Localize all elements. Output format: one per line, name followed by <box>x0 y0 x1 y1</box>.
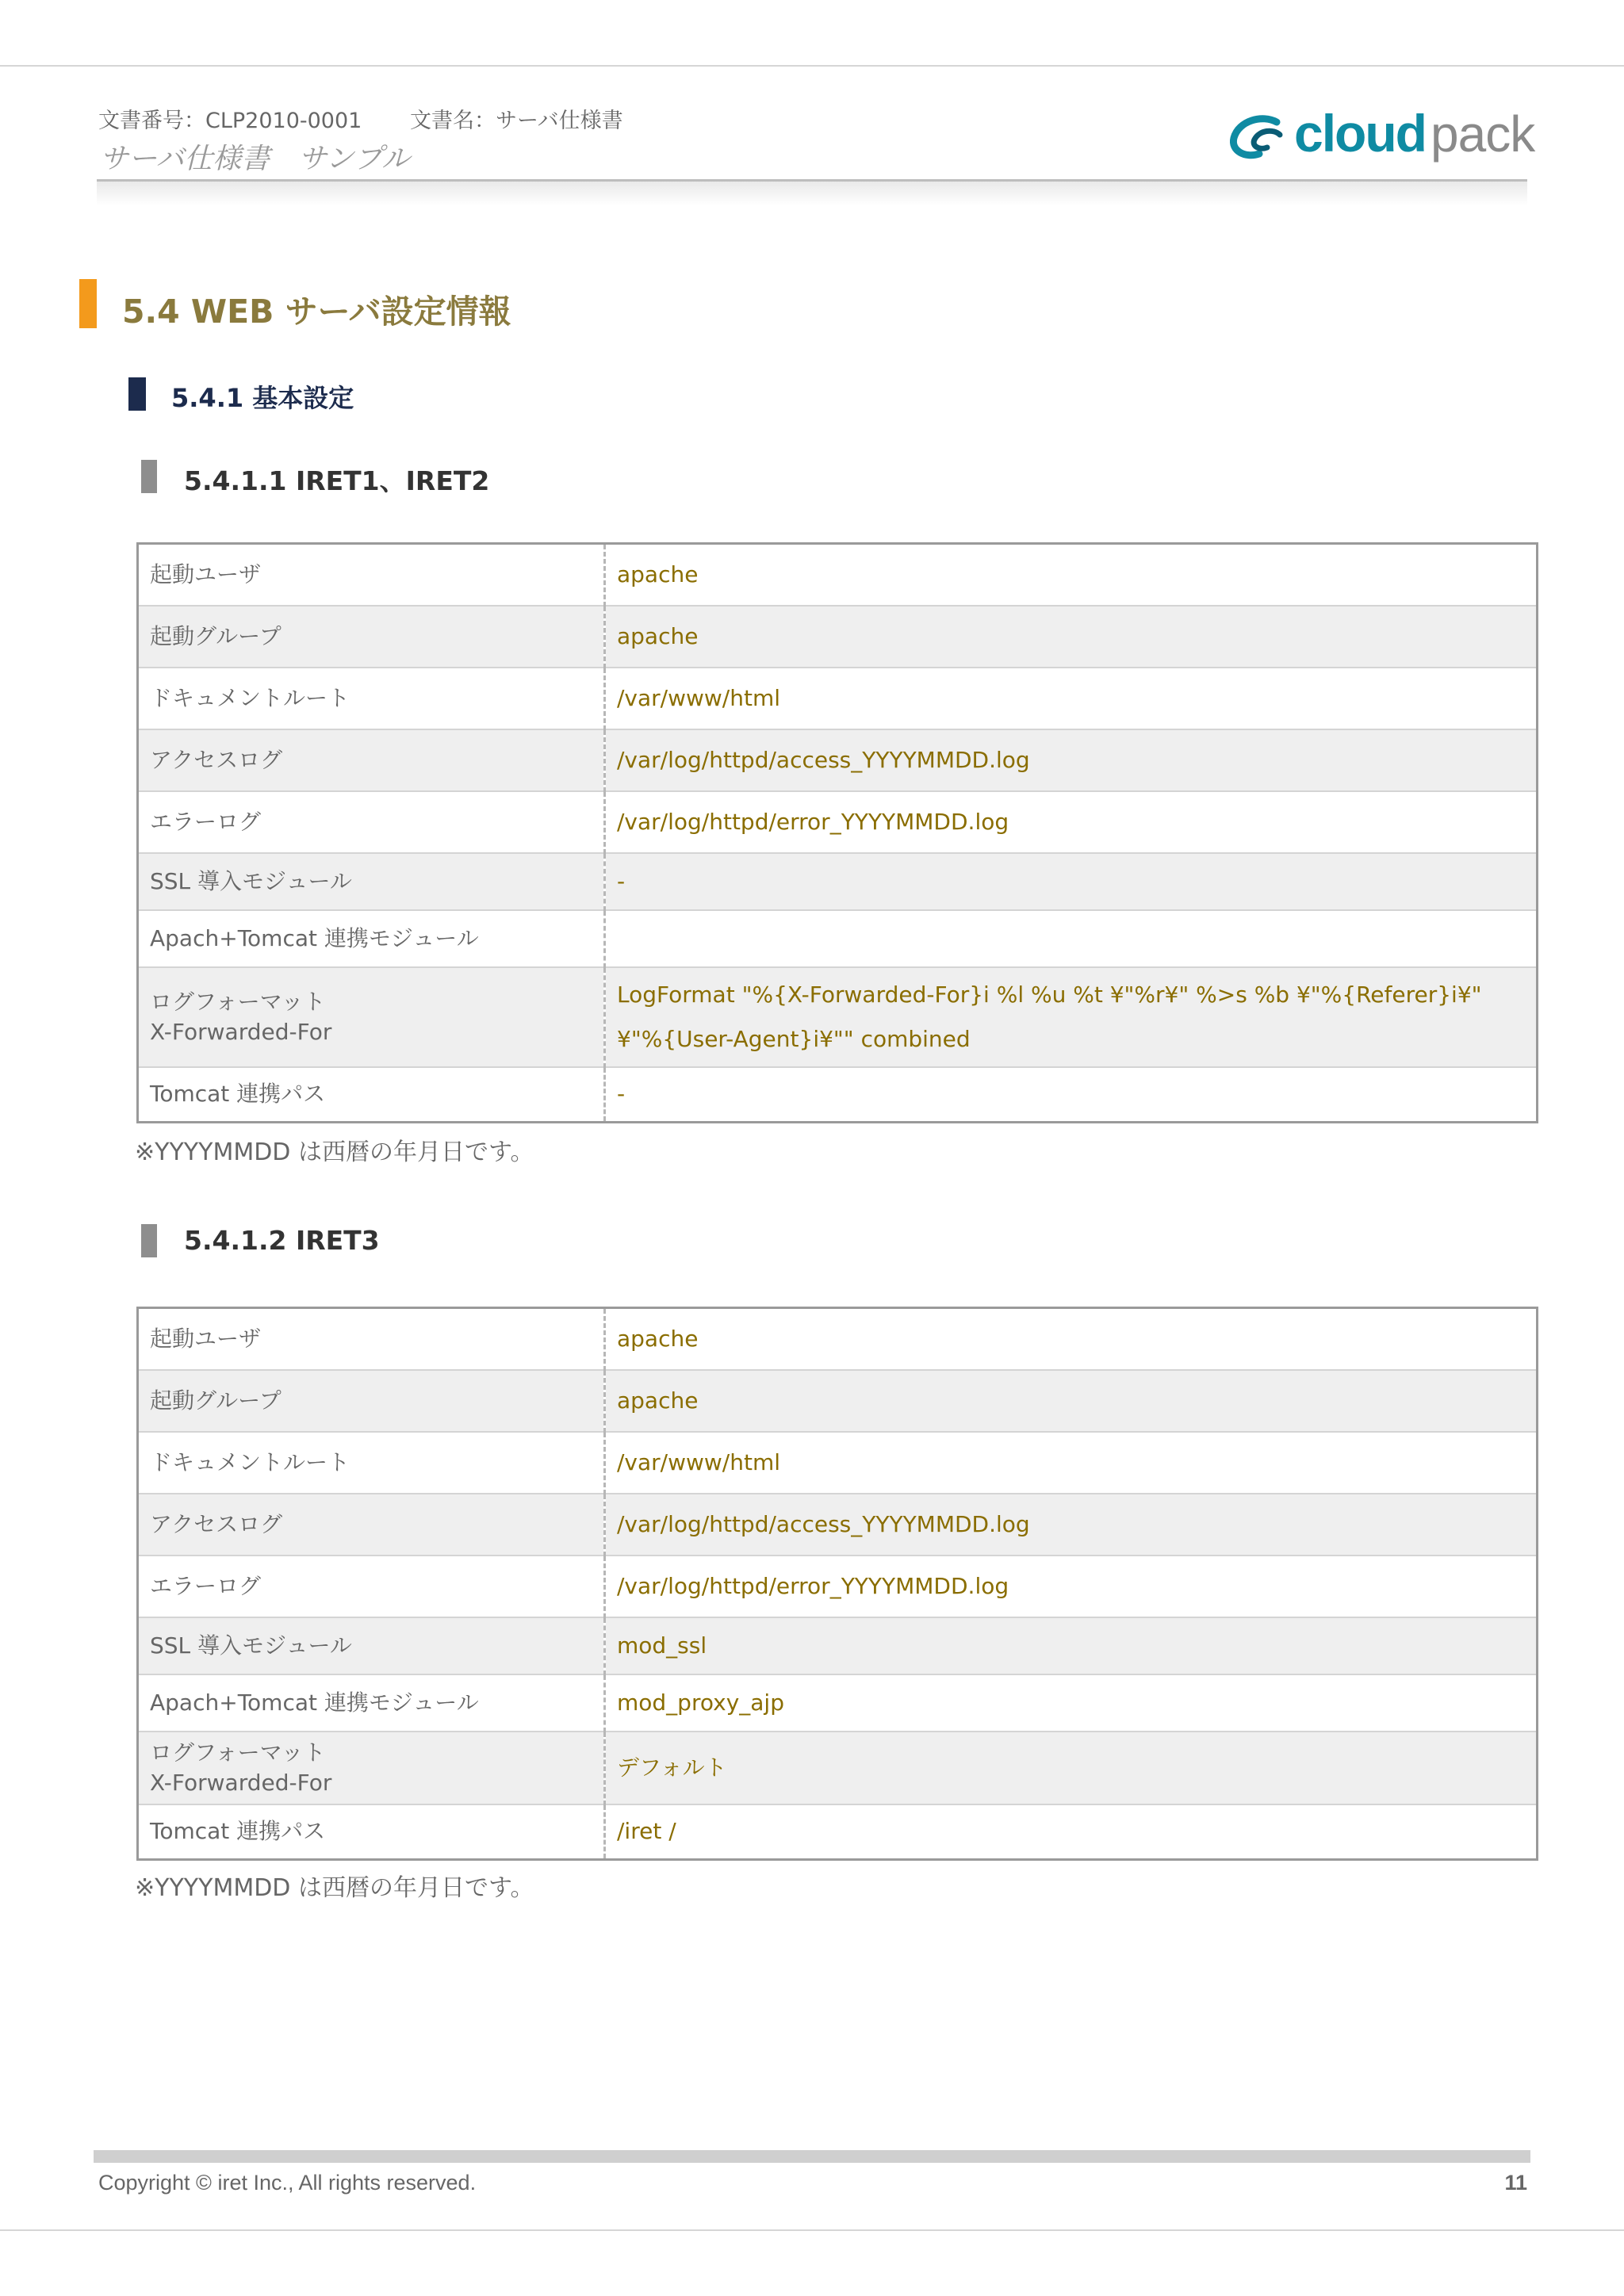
table-row <box>138 1308 1538 1370</box>
iret3-spec-table <box>136 1307 1538 1861</box>
heading-bar <box>79 279 97 328</box>
heading-bar <box>141 460 157 493</box>
table-row <box>138 910 1538 967</box>
table-row <box>138 544 1538 606</box>
heading-bar <box>128 377 146 411</box>
row-value: /var/log/httpd/error_YYYYMMDD.log <box>605 1556 1538 1617</box>
row-value: /var/www/html <box>605 668 1538 729</box>
row-key: Tomcat 連携パス <box>138 1804 605 1860</box>
row-key: Apach+Tomcat 連携モジュール <box>138 910 605 967</box>
row-value: apache <box>605 606 1538 668</box>
row-value: /var/log/httpd/access_YYYYMMDD.log <box>605 729 1538 791</box>
table-row <box>138 853 1538 910</box>
table-row <box>138 1674 1538 1732</box>
table-row <box>138 1732 1538 1804</box>
row-key: ドキュメントルート <box>138 1432 605 1494</box>
row-key: アクセスログ <box>138 1494 605 1556</box>
row-value: mod_ssl <box>605 1617 1538 1674</box>
doc-name: 文書名：サーバ仕様書 <box>409 109 623 133</box>
row-value: /iret / <box>605 1804 1538 1860</box>
row-value <box>605 967 1538 1067</box>
row-key-line1: ログフォーマット <box>150 988 326 1015</box>
row-key: エラーログ <box>138 791 605 853</box>
document-subtitle: サーバ仕様書 サンプル <box>100 143 410 175</box>
table-row <box>138 791 1538 853</box>
table-row <box>138 1494 1538 1556</box>
page-number: 11 <box>1504 2171 1527 2195</box>
row-key: 起動ユーザ <box>138 1308 605 1370</box>
page-top-edge <box>0 65 1624 67</box>
row-value: - <box>605 853 1538 910</box>
row-key: ドキュメントルート <box>138 668 605 729</box>
row-key <box>138 1732 605 1804</box>
table-row <box>138 1432 1538 1494</box>
footer-copyright: Copyright © iret Inc., All rights reserved. <box>98 2171 477 2195</box>
heading-bar <box>141 1224 157 1257</box>
row-key: 起動ユーザ <box>138 544 605 606</box>
row-value: apache <box>617 561 699 587</box>
document-meta <box>98 103 665 134</box>
row-value: apache <box>605 1370 1538 1432</box>
row-value-line2: ¥"%{User-Agent}i¥"" combined <box>617 1025 971 1052</box>
table-row <box>138 1067 1538 1123</box>
iret12-title: 5.4.1.1 IRET1、IRET2 <box>184 465 490 496</box>
row-key: SSL 導入モジュール <box>138 1617 605 1674</box>
footer-bar <box>94 2150 1530 2163</box>
row-value: mod_proxy_ajp <box>605 1674 1538 1732</box>
iret12-note: ※YYYYMMDD は西暦の年月日です。 <box>135 1138 534 1166</box>
row-value: apache <box>617 1325 699 1352</box>
cloud-swirl-icon <box>1228 114 1291 163</box>
iret3-title: 5.4.1.2 IRET3 <box>184 1225 380 1256</box>
row-key: 起動グループ <box>138 606 605 668</box>
cloudpack-logo <box>1228 104 1535 165</box>
row-key <box>138 967 605 1067</box>
iret12-spec-table <box>136 542 1538 1123</box>
row-key: エラーログ <box>138 1556 605 1617</box>
table-row <box>138 1556 1538 1617</box>
row-value-line1: LogFormat "%{X-Forwarded-For}i %l %u %t ¥"%r¥" %>s %b ¥"%{Referer}i¥" <box>617 981 1482 1008</box>
table-row <box>138 668 1538 729</box>
row-key: 起動グループ <box>138 1370 605 1432</box>
row-key: Apach+Tomcat 連携モジュール <box>138 1674 605 1732</box>
row-key-line2: X-Forwarded-For <box>150 1018 332 1045</box>
subsection-title: 5.4.1 基本設定 <box>171 383 354 413</box>
logo-text-pack: pack <box>1431 105 1535 163</box>
row-key: アクセスログ <box>138 729 605 791</box>
logo-text-cloud: cloud <box>1294 104 1426 163</box>
row-key: Tomcat 連携パス <box>138 1067 605 1123</box>
table-row <box>138 967 1538 1067</box>
table-row <box>138 1617 1538 1674</box>
table-row <box>138 729 1538 791</box>
iret3-note: ※YYYYMMDD は西暦の年月日です。 <box>135 1874 534 1902</box>
section-title: 5.4 WEB サーバ設定情報 <box>122 293 511 331</box>
row-key-line1: ログフォーマット <box>150 1739 326 1766</box>
row-value: /var/log/httpd/error_YYYYMMDD.log <box>605 791 1538 853</box>
row-value: /var/log/httpd/access_YYYYMMDD.log <box>605 1494 1538 1556</box>
row-value: /var/www/html <box>605 1432 1538 1494</box>
table-row <box>138 1370 1538 1432</box>
row-value: - <box>605 1067 1538 1123</box>
page-bottom-edge <box>0 2229 1624 2231</box>
header-shadow <box>97 182 1527 205</box>
row-value <box>605 910 1538 967</box>
row-key: SSL 導入モジュール <box>138 853 605 910</box>
table-row <box>138 606 1538 668</box>
doc-number: 文書番号：CLP2010-0001 <box>98 109 362 133</box>
row-value: デフォルト <box>605 1732 1538 1804</box>
row-key-line2: X-Forwarded-For <box>150 1769 332 1796</box>
table-row <box>138 1804 1538 1860</box>
